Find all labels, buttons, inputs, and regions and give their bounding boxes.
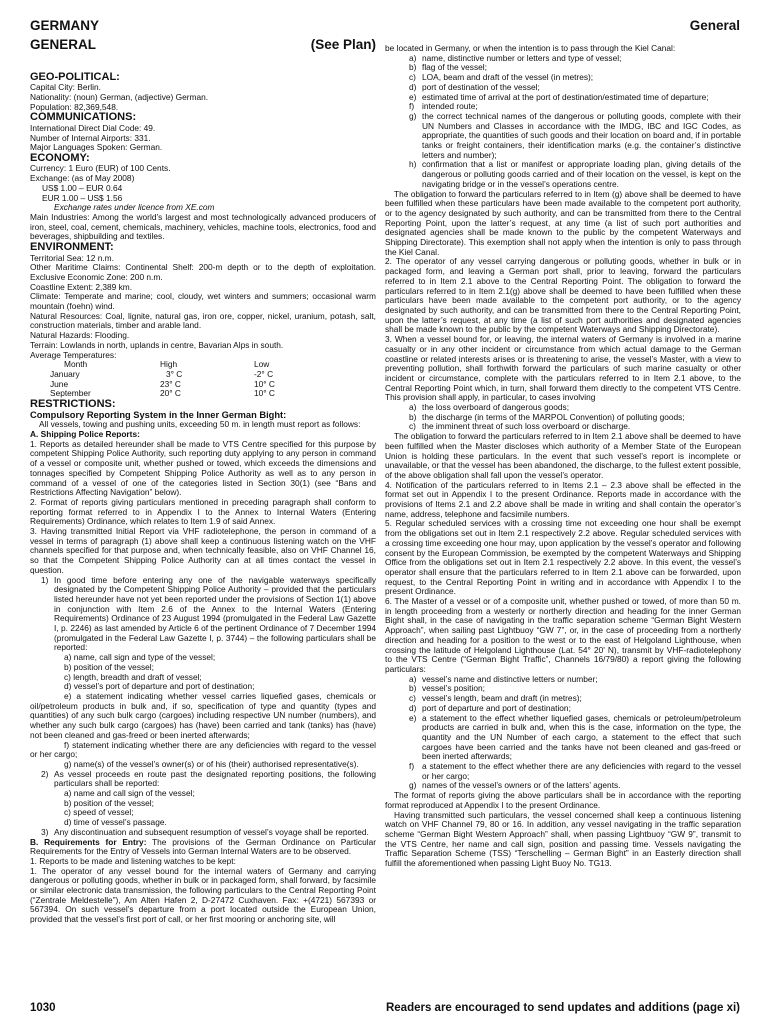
comm-line: International Direct Dial Code: 49. (30, 122, 156, 133)
list-item: e) a statement to the effect whether liquefied gases, chemicals or petroleum/petroleum products are carried in bulk and, when this is the case, information on the type, the quantity and the UN Number of each cargo, a statement to the effect that such cargoes have been carried and the tanks have not been cleaned and gas-freed or been inerted afterwards; (409, 712, 741, 762)
env-line: Natural Hazards: Flooding. (30, 330, 130, 341)
temp-high: 23° C (160, 378, 181, 389)
temp-high: 3° C (166, 368, 183, 379)
geo-heading: GEO-POLITICAL: (30, 70, 120, 83)
paragraph: 2. The operator of any vessel carrying dangerous or polluting goods, whether in bulk or in packaged form, and leaving a German port shall, prior to leaving, forward the particulars referred to in Item 2.1 above to the Central Reporting Point. The obligation to forward the particulars referred to in Item 2.1(g) above shall be deemed to have been fulfilled when these particulars have been made available to the competent port authority, or to the agency designated by such authority, and can be transmitted from there to the Central Reporting Point, upon the latter’s request, at any time (a list of such port authorities and designated agencies shall be made known to the public by the competent Waterways and Shipping Directorate). (385, 256, 741, 335)
geo-line: Population: 82,369,548. (30, 101, 119, 112)
geo-line: Nationality: (noun) German, (adjective) German. (30, 91, 209, 102)
list-subitem: d) time of vessel’s passage. (64, 817, 167, 828)
list-item: c) the imminent threat of such loss overboard or discharge. (409, 421, 631, 432)
paragraph: The format of reports giving the above particulars shall be in accordance with the reporting format reproduced at Appendix I to the present Ordinance. (385, 790, 741, 810)
temp-low: 10° C (254, 378, 275, 389)
env-line: Terrain: Lowlands in north, uplands in centre, Bavarian Alps in south. (30, 339, 284, 350)
list-item: a) name, distinctive number or letters and type of vessel; (409, 52, 622, 63)
list-item: f) a statement to the effect whether there are any deficiencies with regard to the vessel or her cargo; (409, 761, 741, 781)
list-item: 3) Any discontinuation and subsequent resumption of vessel’s voyage shall be reported. (41, 826, 369, 837)
paragraph: 6. The Master of a vessel or of a composite unit, whether pushed or towed, of more than 50 m. in length proceeding from a westerly or northerly direction and heading for the inner German Bight shall, in the case of navigating in the traffic separation scheme “German Bight Western Approach”, when sailing past Lightbuoy “GW 7”, or, in the case of proceeding from a northerly direction and heading for a position to the west or to the east of Helgoland Lighthouse, when crossing the latitude of Helgoland Lighthouse (Lat. 54° 20' N), transmit by VHF-radiotelephony to the VTS Centre (“German Bight Traffic”, Channels 16/79/80) a report giving the following particulars: (385, 596, 741, 674)
list-item: b) the discharge (in terms of the MARPOL Convention) of polluting goods; (409, 411, 685, 422)
list-item: b) vessel’s position; (409, 683, 485, 694)
list-subitem: e) a statement indicating whether vessel carries liquefied gases, chemicals or oil/petroleum products in bulk and, if so, specification of type and quantity (types and quantities) of any such bulk cargo (cargoes) including respective UN number (numbers), and whether any such bulk cargo (cargoes) has (have) been carried and tank (tanks) has (have) not been cleaned and gas-freed or been inerted afterwards; (30, 690, 376, 740)
paragraph: 3. When a vessel bound for, or leaving, the internal waters of Germany is involved in a marine casualty or in any other incident or circumstance from which actual damage to the German coastline or related interests arises or is threatening to arise, the vessel’s Master, with a view to preventing pollution, shall forthwith forward the particulars of such marine casualty or other incident or circumstance, complete with the particulars referred to in Item 2.1 above, to the Central Reporting Point which, in turn, shall forward them directly to the competent VTS Centre. This provision shall apply, in particular, to cases involving (385, 334, 741, 403)
list-item: h) confirmation that a list or manifest or appropriate loading plan, giving details of the dangerous or polluting goods carried and of their location on the vessel, is kept on the navigating bridge or in the vessel’s operations centre. (409, 159, 741, 189)
see-plan-note: (See Plan) (310, 37, 376, 52)
env-line: Climate: Temperate and marine; cool, cloudy, wet winters and summers; occasional warm mountain (foehn) wind. (30, 291, 376, 312)
list-subitem: b) position of the vessel; (64, 661, 154, 672)
economy-line: Exchange: (as of May 2008) (30, 173, 135, 184)
main-industries: Main Industries: Among the world’s largest and most technologically advanced producers of iron, steel, coal, cement, chemicals, machinery, vehicles, machine tools, electronics, food and beverages, shipbuilding and textiles. (30, 211, 376, 242)
running-header-country: GERMANY (30, 18, 100, 33)
temp-col-header: High (160, 359, 178, 370)
list-item: c) vessel’s length, beam and draft (in metres); (409, 693, 582, 704)
exchange-note: Exchange rates under licence from XE.com (54, 202, 215, 213)
list-item: f) intended route; (409, 101, 478, 112)
temp-month: June (50, 378, 69, 389)
paragraph: 1. Reports to be made and listening watches to be kept: (30, 855, 236, 866)
list-subitem: c) speed of vessel; (64, 807, 134, 818)
list-subitem: d) vessel’s port of departure and port of destination; (64, 681, 255, 692)
paragraph: be located in Germany, or when the intention is to pass through the Kiel Canal: (385, 43, 676, 53)
temp-low: -2° C (254, 368, 274, 379)
temp-low: 10° C (254, 388, 275, 399)
list-subitem: f) statement indicating whether there are any deficiencies with regard to the vessel or her cargo; (30, 739, 376, 760)
exchange-rate: EUR 1.00 – US$ 1.56 (42, 192, 123, 203)
list-item: e) estimated time of arrival at the port of destination/estimated time of departure; (409, 91, 709, 102)
section-title-row (30, 37, 376, 52)
paragraph: 5. Regular scheduled services with a crossing time not exceeding one hour shall be exempt from the obligations set out in Item 2.1 respectively 2.2 above. Regular scheduled services with a crossing time exceeding one hour may, upon application by the vessel’s operator and following consent by the European Commission, be exempted by the competent Waterways and Shipping Office from the obligations set out in Item 2.1 respectively 2.2 above. In this event, the vessel’s operator shall ensure that the particulars referred to in Item 2.1 above can be forwarded, upon request, to the Central Reporting Point in writing and in accordance with Appendix I to the present Ordinance. (385, 518, 741, 597)
shipping-police-heading: A. Shipping Police Reports: (30, 429, 140, 439)
entry-requirements-heading: B. Requirements for Entry: (30, 836, 147, 847)
paragraph: 2. Format of reports giving particulars mentioned in preceding paragraph shall conform to reporting format referred to in Appendix I to the Annex to Internal Waters (Entering Requirements) Ordinance, which relates to Item 1.9 of said Annex. (30, 496, 376, 527)
list-subitem: c) length, breadth and draft of vessel; (64, 671, 202, 682)
env-line: Natural Resources: Coal, lignite, natural gas, iron ore, copper, nickel, uranium, potash, salt, construction materials, timber and arable land. (30, 310, 376, 331)
list-item: d) port of departure and port of destination; (409, 702, 571, 713)
list-item: a) the loss overboard of dangerous goods; (409, 402, 570, 413)
list-item: g) the correct technical names of the dangerous or polluting goods, complete with their UN Numbers and Classes in accordance with the IMDG, IBC and IGC Codes, as appropriate, the quantities of such goods and their location on board and, if in portable tanks or freight containers, their identification marks (e.g. the container’s distinctive letters and number); (409, 110, 741, 160)
env-line: Coastline Extent: 2,389 km. (30, 281, 133, 292)
list-item: 2) As vessel proceeds en route past the designated reporting positions, the following particulars shall be reported: (41, 768, 376, 789)
economy-heading: ECONOMY: (30, 151, 90, 164)
temperature-table (50, 360, 275, 399)
page-number: 1030 (30, 1002, 56, 1014)
paragraph: 1. The operator of any vessel bound for the internal waters of Germany and carrying dangerous or polluting goods, whether in bulk or in packaged form, shall forward, by facsimile or similar electronic data transmission, the following particulars to the Central Reporting Point (“Zentrale Meldestelle”), Am Alten Hafen 2, D-27472 Cuxhaven. Fax: +(4721) 567393 or 567394. On such vessel’s departure from a port located outside the European Union, provided that the vessel’s first port of call, or her first mooring or anchoring site, will (30, 865, 376, 925)
environment-heading: ENVIRONMENT: (30, 241, 114, 254)
paragraph: 3. Having transmitted Initial Report via VHF radiotelephone, the person in command of a vessel in terms of paragraph (1) above shall keep a continuous listening watch on the VHF channels specified for that purpose and, when technically feasible, also on VHF Channel 16, so that the Competent Shipping Police Authority can at all times contact the vessel in question. (30, 526, 376, 575)
right-column (385, 44, 741, 869)
reporting-system-subheading: Compulsory Reporting System in the Inner German Bight: (30, 409, 287, 420)
env-line: Average Temperatures: (30, 349, 117, 360)
entry-requirements (30, 838, 376, 857)
geo-line: Capital City: Berlin. (30, 82, 101, 93)
list-item: a) vessel’s name and distinctive letters or number; (409, 673, 598, 684)
list-subitem: b) position of the vessel; (64, 797, 154, 808)
paragraph: The obligation to forward the particulars referred to in Item 2.1 above shall be deemed to have been fulfilled when the Master discloses which authority of a Member State of the European Union is holding these particulars. In the event that such vessel’s report is incomplete or unavailable, or that the vessel has been abandoned, the discharge, to the fullest extent possible, of the above obligation shall fall upon the vessel’s operator. (385, 431, 741, 480)
list-item: b) flag of the vessel; (409, 62, 487, 73)
comm-heading: COMMUNICATIONS: (30, 111, 137, 124)
footer-note: Readers are encouraged to send updates and additions (page xi) (385, 1002, 740, 1014)
list-subitem: a) name, call sign and type of the vessel; (64, 652, 216, 663)
temp-col-header: Month (64, 359, 88, 370)
list-item: d) port of destination of the vessel; (409, 81, 540, 92)
comm-line: Number of Internal Airports: 331. (30, 132, 151, 143)
list-subitem: a) name and call sign of the vessel; (64, 788, 195, 799)
list-item: c) LOA, beam and draft of the vessel (in metres); (409, 72, 594, 83)
exchange-rate: US$ 1.00 – EUR 0.64 (42, 182, 123, 193)
restrictions-heading: RESTRICTIONS: (30, 398, 116, 411)
economy-line: Currency: 1 Euro (EUR) of 100 Cents. (30, 163, 171, 174)
left-column (30, 37, 376, 925)
temp-high: 20° C (160, 388, 181, 399)
env-line: Other Maritime Claims: Continental Shelf: 200-m depth or to the depth of exploitation. Exclusive Economic Zone: 200 n.m. (30, 262, 376, 282)
section-title: GENERAL (30, 37, 97, 52)
reporting-intro: All vessels, towing and pushing units, exceeding 50 m. in length must report as follows: (39, 419, 361, 430)
temp-month: January (50, 368, 80, 379)
paragraph: Having transmitted such particulars, the vessel concerned shall keep a continuous listening watch on VHF Channel 79, 80 or 16. In addition, any vessel navigating in the traffic separation scheme “German Bight Western Approach” shall, when passing Lightbuoy “GW 9”, transmit to the VTS Centre, her name and call sign, position and passing time. Vessels navigating the Traffic Separation Scheme (TSS) “Terschelling – German Bight” in an Easterly direction shall fulfill the aforementioned when passing Light Buoy No. TG13. (385, 809, 741, 869)
list-subitem: g) name(s) of the vessel’s owner(s) or of his (their) authorised representative(s). (64, 758, 359, 769)
temp-col-header: Low (254, 359, 270, 370)
running-header-section: General (689, 18, 740, 33)
list-item: g) names of the vessel’s owners or of the latters’ agents. (409, 780, 621, 791)
env-line: Territorial Sea: 12 n.m. (30, 252, 114, 263)
paragraph: The obligation to forward the particulars referred to in Item (g) above shall be deemed to have been fulfilled when these particulars have been made available to the competent port authority, or to the agency designated by such authority, and can be transmitted from there to the Central Reporting Point, upon the latter’s request, at any time (a list of such port authorities and designated agencies shall be made known to the public by the competent Waterways and Shipping Directorate). This exemption shall not apply when the intention is only to pass through the Kiel Canal. (385, 188, 741, 257)
list-item: 1) In good time before entering any one of the navigable waterways specifically designated by the Competent Shipping Police Authority – provided that the particulars listed hereunder have not yet been reported under the provisions of Section 1(1) above in conjunction with Item 2.6 of the Annex to the Internal Waters (Entering Requirements) Ordinance of 23 August 1994 (promulgated in the Federal Law Gazette I, p. 2246) as last amended by Article 6 of the pertinent Ordinance of 7 December 1994 (promulgated in the Federal Law Gazette I, p. 3744) – the following particulars shall be reported: (41, 574, 376, 653)
temp-month: September (50, 388, 91, 399)
entry-requirements-text: The provisions of the German Ordinance on Particular Requirements for the Entry of Vessels into German Internal Waters are to be observed. (30, 836, 376, 857)
paragraph: 1. Reports as detailed hereunder shall be made to VTS Centre specified for this purpose by competent Shipping Police Authority, such reporting duty applying to any person in command of a vessel or composite unit, whether pushed or towed, which exceeds the dimensions and tonnages specified by Competent Shipping Police Authority as well as to any person in command of a vessel of one of the categories listed in Section 30(1) (see “Bans and Restrictions Affecting Navigation” below). (30, 438, 376, 498)
paragraph: 4. Notification of the particulars referred to in Items 2.1 – 2.3 above shall be effected in the format set out in Appendix I to the present Ordinance. Reports made in accordance with the provisions of Items 2.1 and 2.2 above shall be made in writing and shall contain the operator’s name, address, telephone and facsimile numbers. (385, 479, 741, 519)
comm-line: Major Languages Spoken: German. (30, 142, 163, 153)
